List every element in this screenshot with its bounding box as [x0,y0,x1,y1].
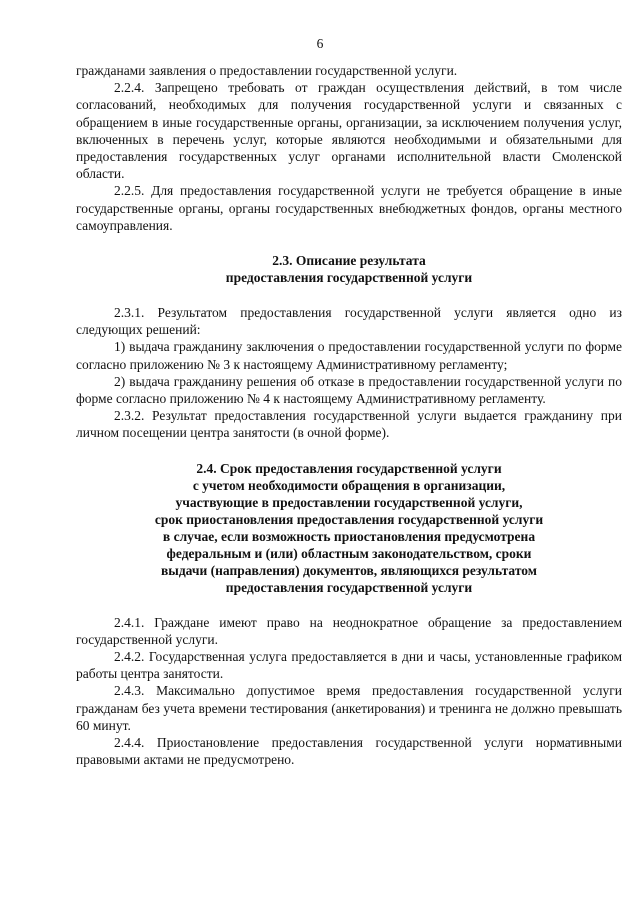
section-heading-line: участвующие в предоставлении государственной услуги, [175,494,523,510]
section-heading-line: федеральным и (или) областным законодательством, сроки [166,545,532,561]
spacer [76,286,622,304]
section-heading-line: срок приостановления предоставления государственной услуги [154,511,544,527]
paragraph: 2.4.3. Максимально допустимое время предоставления государственной услуги гражданам без учета времени тестирования (анкетирования) и тренинга не должно превышать 60 минут. [76,683,622,733]
paragraph: 2) выдача гражданину решения об отказе в предоставлении государственной услуги по форме согласно приложению № 4 к настоящему Административному регламенту. [76,373,622,407]
paragraph: 2.4.2. Государственная услуга предоставляется в дни и часы, установленные графиком работы центра занятости. [76,649,622,682]
spacer [76,234,622,252]
section-heading-line: предоставления государственной услуги [225,270,473,286]
paragraph: 2.3.2. Результат предоставления государственной услуги выдается гражданину при личном посещении центра занятости (в очной форме). [76,408,622,441]
section-heading [76,460,622,596]
page-number: 6 [316,36,324,51]
spacer [76,596,622,614]
section-heading-line: предоставления государственной услуги [225,579,473,595]
section-heading-line: 2.4. Срок предоставления государственной услуги [196,460,502,476]
paragraph: 1) выдача гражданину заключения о предоставлении государственной услуги по форме согласно приложению № 3 к настоящему Административному регламенту; [76,339,622,372]
paragraph: 2.2.4. Запрещено требовать от граждан осуществления действий, в том числе согласований, необходимых для получения государственной услуги и связанных с обращением в иные государственные органы, организации, за исключением получения услуг, включенных в перечень услуг, которые являются необходимыми и обязательными для предоставления государственных услуг органами исполнительной власти Смоленской области. [76,80,622,182]
section-heading-line: выдачи (направления) документов, являющихся результатом [161,562,537,578]
section-heading [76,252,622,286]
section-heading-line: в случае, если возможность приостановления предусмотрена [162,528,536,544]
paragraph: гражданами заявления о предоставлении государственной услуги. [76,63,458,78]
paragraph: 2.4.4. Приостановление предоставления государственной услуги нормативными правовыми актами не предусмотрено. [76,735,622,768]
document-body [76,62,622,768]
spacer [76,442,622,460]
section-heading-line: с учетом необходимости обращения в организации, [192,477,506,493]
paragraph: 2.2.5. Для предоставления государственной услуги не требуется обращение в иные государственные органы, органы государственных внебюджетных фондов, органы местного самоуправления. [76,183,622,233]
section-heading-line: 2.3. Описание результата [272,253,426,269]
paragraph: 2.3.1. Результатом предоставления государственной услуги является одно из следующих решений: [76,305,622,338]
paragraph: 2.4.1. Граждане имеют право на неоднократное обращение за предоставлением государственной услуги. [76,614,622,647]
